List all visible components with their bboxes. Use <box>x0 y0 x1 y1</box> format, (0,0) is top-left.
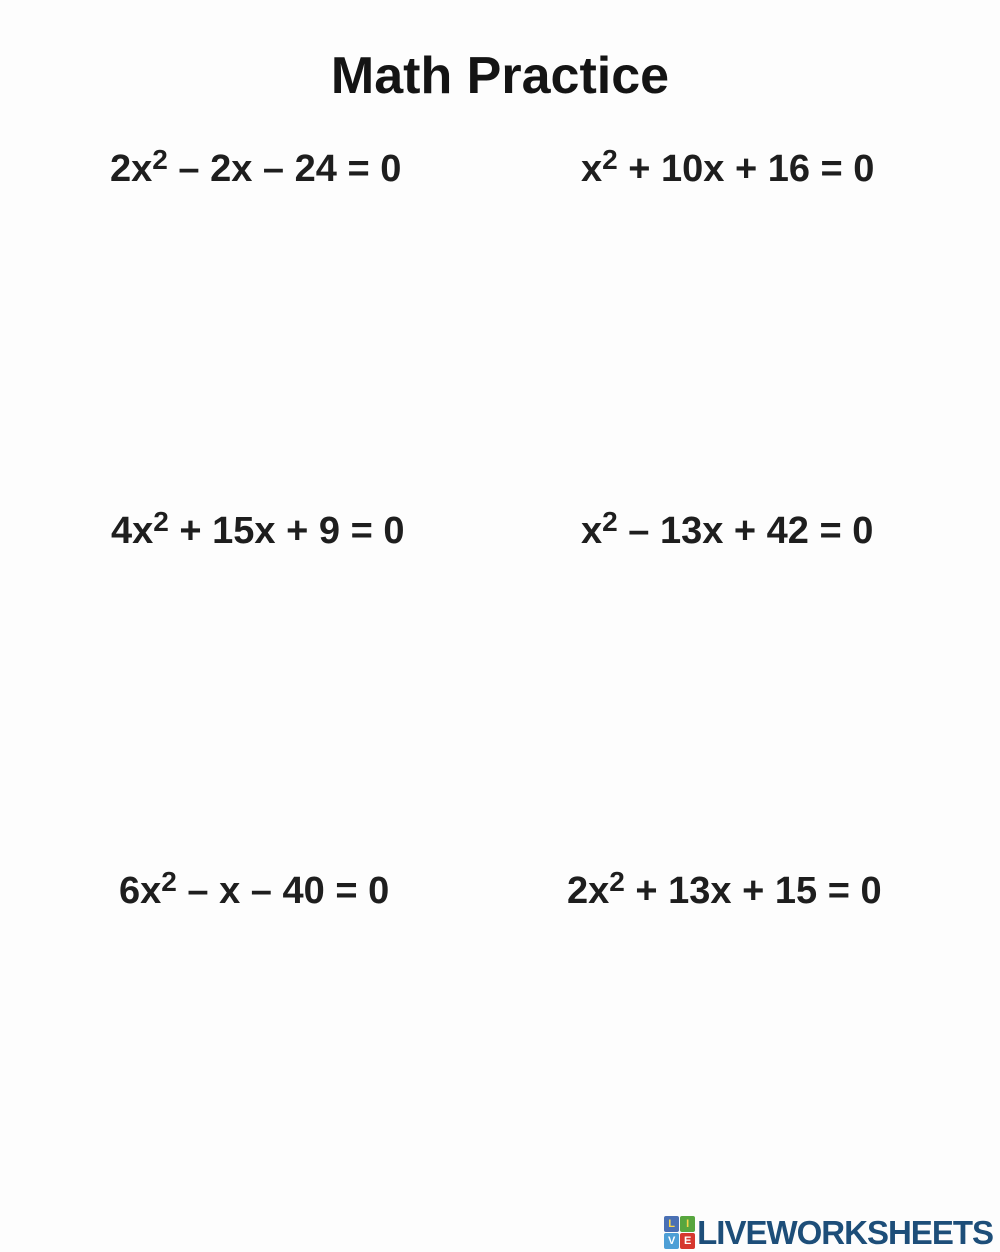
equation-1 <box>110 144 402 191</box>
logo-square-i: I <box>680 1216 695 1232</box>
equation-2-prefix: x <box>581 148 603 190</box>
equation-2 <box>581 144 875 191</box>
liveworksheets-grid-icon <box>664 1216 695 1249</box>
liveworksheets-brand-text: LIVEWORKSHEETS <box>697 1214 993 1251</box>
equation-5 <box>119 866 390 913</box>
equation-6-suffix: + 13x + 15 = 0 <box>624 870 882 912</box>
equation-5-prefix: 6x <box>119 870 162 912</box>
logo-square-v: V <box>664 1233 679 1249</box>
equation-3-exponent: 2 <box>153 506 169 537</box>
logo-square-l: L <box>664 1216 679 1232</box>
logo-square-e: E <box>680 1233 695 1249</box>
equation-1-prefix: 2x <box>110 148 153 190</box>
liveworksheets-logo[interactable] <box>664 1216 993 1249</box>
worksheet-title: Math Practice <box>330 47 670 105</box>
equation-4-prefix: x <box>581 510 603 552</box>
equation-2-suffix: + 10x + 16 = 0 <box>617 148 875 190</box>
equation-2-exponent: 2 <box>602 144 618 175</box>
equation-6 <box>567 866 882 913</box>
equation-3 <box>111 506 405 553</box>
equation-5-exponent: 2 <box>161 866 177 897</box>
equation-4 <box>581 506 874 553</box>
equation-1-exponent: 2 <box>152 144 168 175</box>
equation-4-suffix: – 13x + 42 = 0 <box>617 510 874 552</box>
equation-5-suffix: – x – 40 = 0 <box>176 870 390 912</box>
equation-4-exponent: 2 <box>602 506 618 537</box>
equation-6-prefix: 2x <box>567 870 610 912</box>
equation-1-suffix: – 2x – 24 = 0 <box>167 148 402 190</box>
equation-6-exponent: 2 <box>609 866 625 897</box>
equation-3-suffix: + 15x + 9 = 0 <box>168 510 405 552</box>
equation-3-prefix: 4x <box>111 510 154 552</box>
